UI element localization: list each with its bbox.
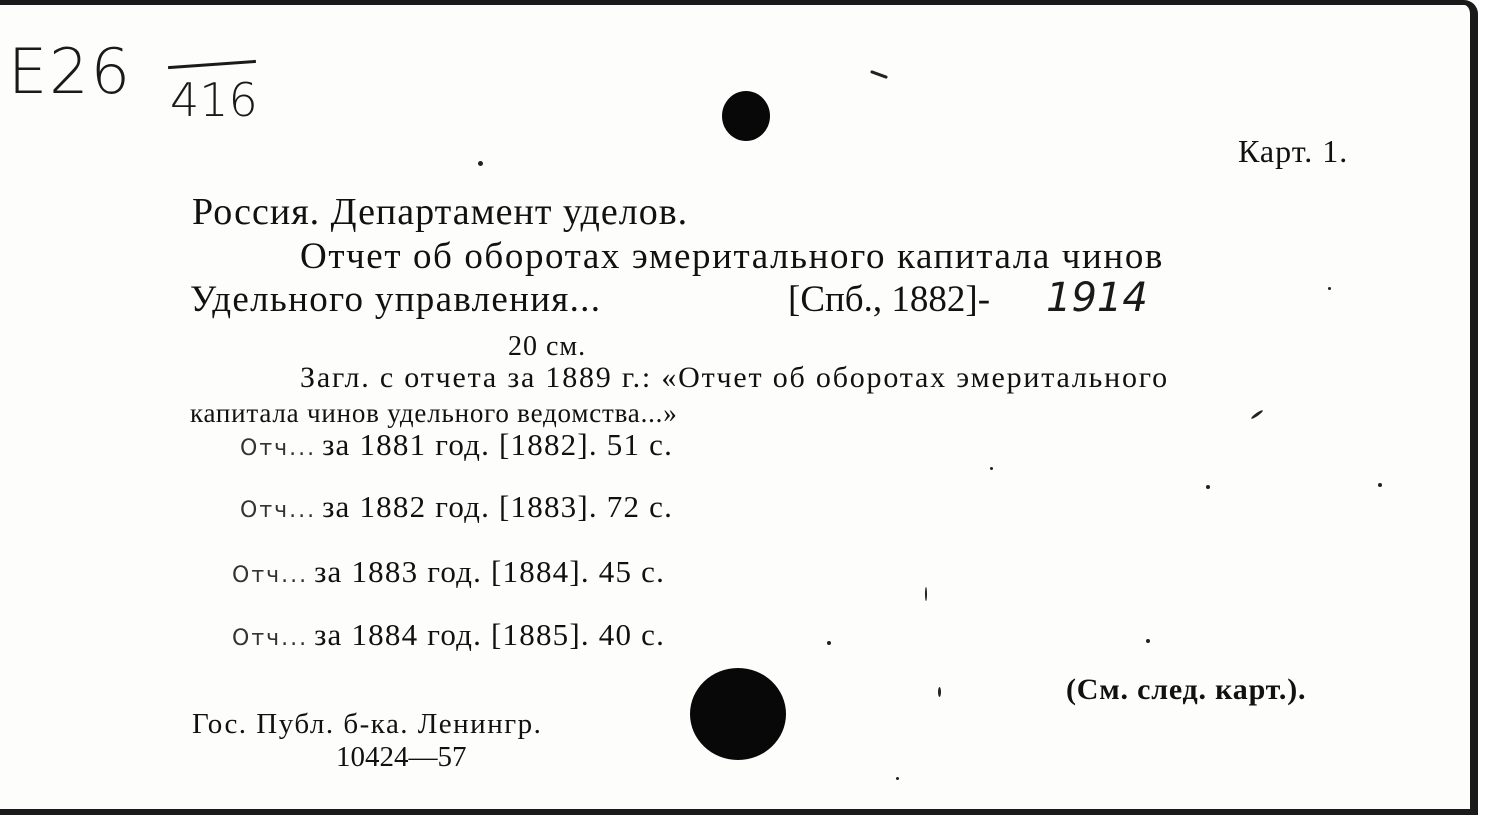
issue-text: за 1881 год. [1882]. 51 с.: [322, 427, 674, 462]
card-number: Карт. 1.: [1238, 133, 1349, 169]
scan-speck: [1206, 485, 1210, 489]
imprint: [Спб., 1882]-: [788, 279, 991, 320]
issue-text: за 1883 год. [1884]. 45 с.: [314, 554, 666, 589]
scan-speck: [827, 641, 831, 645]
punch-hole-bottom: [690, 668, 786, 760]
issue-prefix: Отч...: [232, 626, 309, 651]
punch-hole-top: [722, 91, 770, 141]
scan-speck: [1146, 639, 1150, 643]
issue-text: за 1884 год. [1885]. 40 с.: [314, 617, 666, 652]
library-code: 10424—57: [336, 741, 467, 773]
handwritten-overline: [168, 60, 256, 69]
title-line-2: Удельного управления...: [190, 279, 602, 320]
scan-speck: [990, 467, 993, 470]
scan-speck: [896, 777, 899, 780]
issue-prefix: Отч...: [240, 498, 317, 523]
issue-prefix: Отч...: [240, 436, 317, 461]
scan-speck: [1328, 287, 1331, 290]
continuation-note: (См. след. карт.).: [1066, 673, 1307, 706]
handwritten-year: 1914: [1046, 275, 1148, 321]
handwritten-shelf-subcode: 416: [170, 73, 258, 127]
scan-speck: [478, 161, 483, 166]
issue-text: за 1882 год. [1883]. 72 с.: [322, 489, 674, 524]
issue-entry: [232, 617, 665, 653]
issue-entry: [240, 427, 673, 463]
issue-entry: [240, 489, 673, 525]
scan-mark: [938, 687, 941, 697]
scan-speck: [1378, 483, 1382, 487]
issue-entry: [232, 554, 665, 590]
physical-size: 20 см.: [508, 331, 587, 362]
scan-mark: [925, 587, 927, 601]
corporate-heading: Россия. Департамент уделов.: [192, 191, 689, 233]
issue-prefix: Отч...: [232, 563, 309, 588]
handwritten-shelf-code: Е26: [8, 35, 133, 108]
library-imprint: Гос. Публ. б-ка. Ленингр.: [192, 708, 543, 740]
title-line-1: Отчет об оборотах эмеритального капитала чинов: [300, 236, 1164, 277]
scan-mark: [1250, 409, 1263, 419]
note-line-1: Загл. с отчета за 1889 г.: «Отчет об оборотах эмеритального: [300, 361, 1169, 394]
note-line-2: капитала чинов удельного ведомства...»: [190, 398, 678, 428]
scan-mark: [870, 70, 888, 79]
